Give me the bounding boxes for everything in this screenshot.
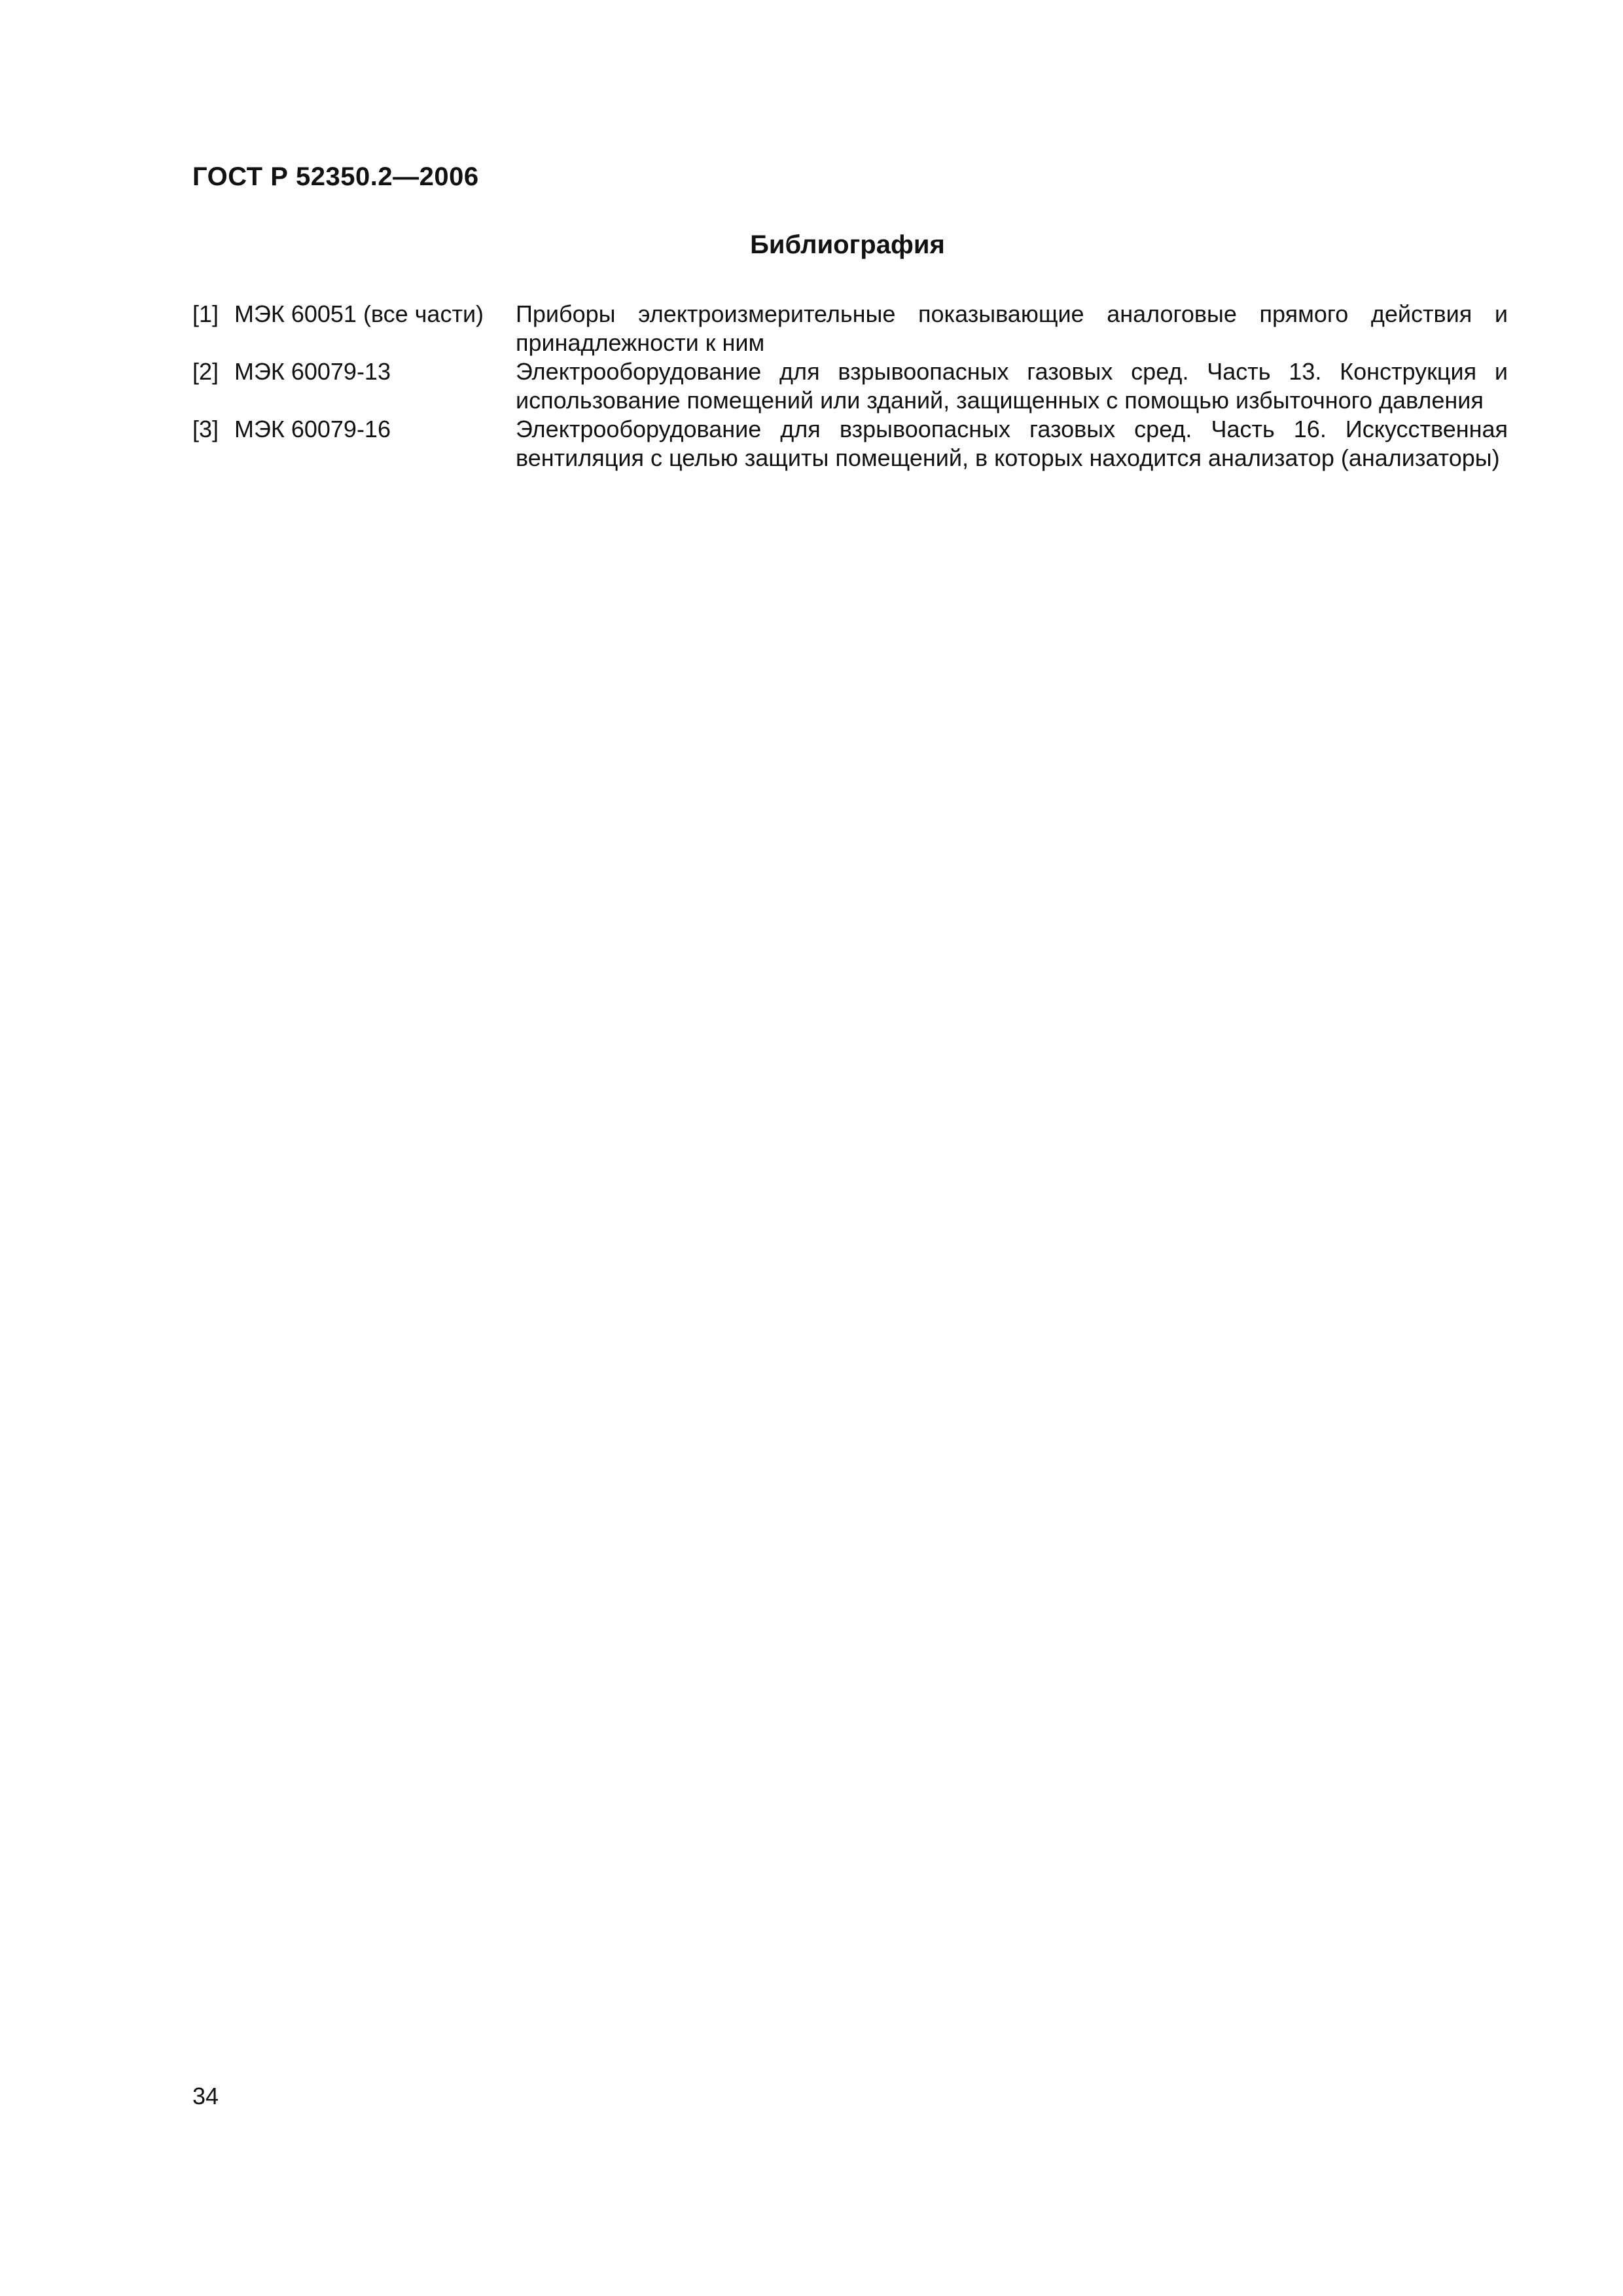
bibliography-entry <box>192 357 1508 415</box>
bibliography-entry <box>192 300 1508 357</box>
entry-standard: МЭК 60051 (все части) <box>234 300 484 327</box>
bibliography-entry <box>192 415 1508 473</box>
entry-standard: МЭК 60079-13 <box>234 358 391 385</box>
page-number: 34 <box>192 2083 219 2109</box>
entry-number: [3] <box>192 416 219 442</box>
entry-title: Приборы электроизмерительные показывающие аналоговые прямого действия и принадлежности к ним <box>516 300 1508 356</box>
section-title: Библиография <box>750 230 945 259</box>
entry-number: [1] <box>192 300 219 327</box>
entry-title: Электрооборудование для взрывоопасных газовых сред. Часть 16. Искусственная вентиляция с целью защиты помещений, в которых находится анализатор (анализаторы) <box>516 416 1508 471</box>
entry-number: [2] <box>192 358 219 385</box>
bibliography-list <box>192 300 1508 473</box>
entry-title: Электрооборудование для взрывоопасных газовых сред. Часть 13. Конструкция и использование помещений или зданий, защищенных с помощью избыточного давления <box>516 358 1508 414</box>
document-id: ГОСТ Р 52350.2—2006 <box>192 162 479 191</box>
entry-standard: МЭК 60079-16 <box>234 416 391 442</box>
